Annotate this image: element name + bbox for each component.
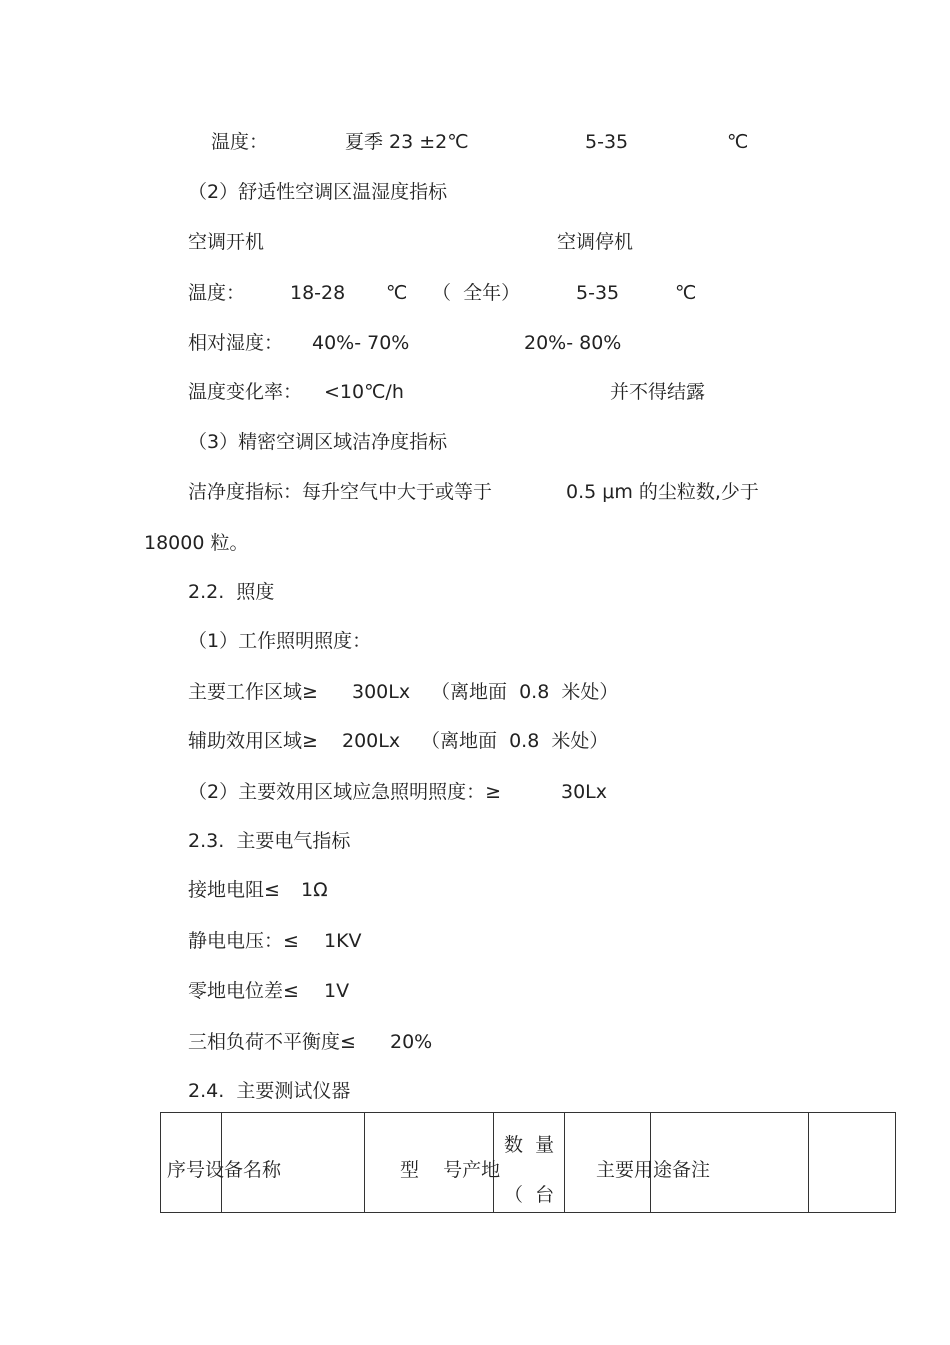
table-header-row	[161, 1113, 896, 1213]
temp-change-value: <10℃/h	[324, 381, 404, 403]
header-serial-device: 序号设备名称	[167, 1159, 282, 1181]
cleanliness-heading: （3）精密空调区域洁净度指标	[188, 431, 448, 453]
humidity-on: 40%- 70%	[312, 332, 410, 354]
aux-area-lux: 200Lx	[342, 730, 401, 752]
temp-label: 温度：	[211, 131, 269, 153]
temp-on-range: 18-28	[290, 282, 346, 304]
zero-ground-value: 1V	[324, 980, 350, 1002]
static-voltage-value: 1KV	[324, 930, 362, 952]
work-lighting-heading: （1）工作照明照度：	[188, 630, 372, 652]
humidity-label: 相对湿度：	[188, 332, 284, 354]
section-test-instruments: 2.4. 主要测试仪器	[188, 1080, 351, 1102]
col-device-name	[222, 1113, 365, 1213]
summer-temp: 夏季 23 ±2℃	[345, 131, 469, 153]
zero-ground-label: 零地电位差≤	[188, 980, 299, 1002]
temp-label-2: 温度：	[188, 282, 246, 304]
ac-on-label: 空调开机	[188, 231, 265, 253]
col-purpose	[565, 1113, 711, 1213]
col-notes	[809, 1113, 896, 1213]
ac-off-label: 空调停机	[557, 231, 634, 253]
ground-resistance-label: 接地电阻≤	[188, 879, 280, 901]
section-illuminance: 2.2. 照度	[188, 581, 275, 603]
equipment-table	[160, 1112, 896, 1213]
cleanliness-particle: 0.5 μm 的尘粒数,少于	[566, 481, 759, 503]
emergency-lighting-lux: 30Lx	[561, 781, 608, 803]
comfort-ac-heading: （2）舒适性空调区温湿度指标	[188, 181, 448, 203]
main-area-lux: 300Lx	[352, 681, 411, 703]
all-year-note: （ 全年）	[432, 282, 521, 304]
header-purpose-notes: 主要用途备注	[596, 1159, 711, 1181]
main-area-label: 主要工作区域≥	[188, 681, 318, 703]
temp-range: 5-35	[585, 131, 629, 153]
main-area-note: （离地面 0.8 米处）	[431, 681, 619, 703]
cleanliness-count: 18000 粒。	[144, 532, 249, 554]
temp-on-unit: ℃	[386, 282, 408, 304]
phase-imbalance-value: 20%	[390, 1031, 433, 1053]
aux-area-note: （离地面 0.8 米处）	[421, 730, 609, 752]
temp-unit: ℃	[727, 131, 749, 153]
temp-off-range: 5-35	[576, 282, 620, 304]
cleanliness-text: 洁净度指标：每升空气中大于或等于	[188, 481, 493, 503]
col-model	[365, 1113, 501, 1213]
ground-resistance-value: 1Ω	[301, 879, 328, 901]
header-model-origin: 型 号产地	[400, 1159, 501, 1181]
static-voltage-label: 静电电压：≤	[188, 930, 299, 952]
col-serial	[161, 1113, 282, 1213]
no-condensation: 并不得结露	[610, 381, 706, 403]
section-electrical: 2.3. 主要电气指标	[188, 830, 351, 852]
col-blank	[651, 1113, 809, 1213]
phase-imbalance-label: 三相负荷不平衡度≤	[188, 1031, 356, 1053]
temp-change-label: 温度变化率：	[188, 381, 303, 403]
col-quantity	[494, 1113, 565, 1213]
aux-area-label: 辅助效用区域≥	[188, 730, 318, 752]
header-quantity-unit: （ 台	[504, 1184, 555, 1206]
temp-off-unit: ℃	[675, 282, 697, 304]
emergency-lighting-label: （2）主要效用区域应急照明照度：≥	[188, 781, 502, 803]
humidity-off: 20%- 80%	[524, 332, 622, 354]
header-quantity: 数 量	[504, 1134, 555, 1156]
